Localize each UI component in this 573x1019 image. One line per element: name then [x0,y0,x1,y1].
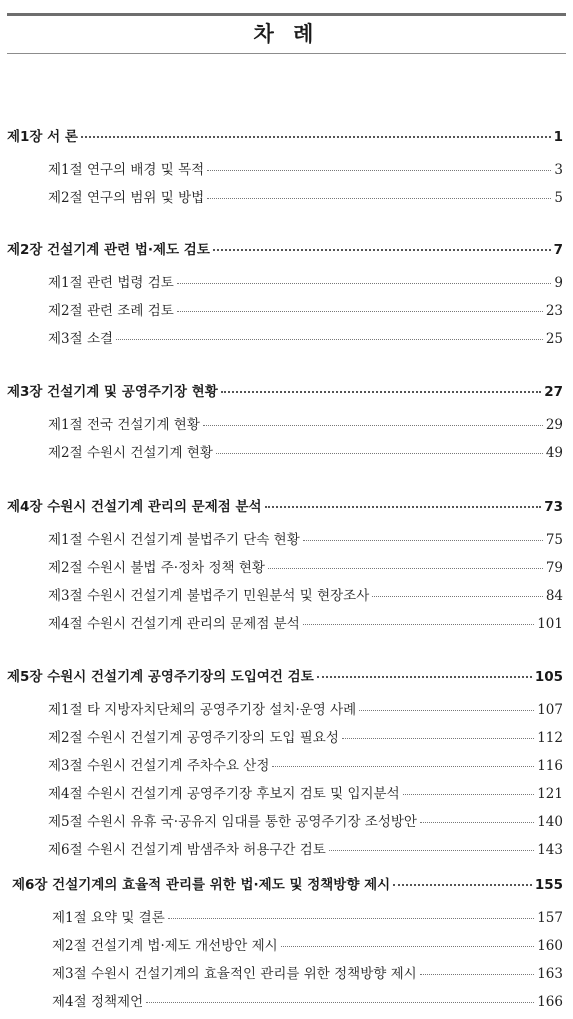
section-title: 제2절 수원시 건설기계 공영주기장의 도입 필요성 [48,730,339,746]
dot-leader [146,1002,534,1003]
chapter-entry[interactable] [7,665,563,685]
section-title: 제3절 소결 [48,331,114,347]
dot-leader [317,676,532,678]
page-number: 9 [554,275,563,291]
dot-leader [207,198,551,199]
section-entry[interactable] [48,186,563,206]
section-entry[interactable] [52,990,563,1010]
dot-leader [420,822,534,823]
page-number: 157 [537,910,563,926]
page-number: 79 [545,560,563,576]
section-title: 제3절 수원시 건설기계 불법주기 민원분석 및 현장조사 [48,588,370,604]
dot-leader [342,738,534,739]
top-rule [7,13,566,16]
page-number: 1 [553,129,563,145]
section-title: 제1절 타 지방자치단체의 공영주기장 설치·운영 사례 [48,702,357,718]
dot-leader [221,391,541,393]
dot-leader [281,946,535,947]
section-title: 제1절 연구의 배경 및 목적 [48,162,205,178]
page-number: 107 [537,702,563,718]
dot-leader [303,540,543,541]
dot-leader [207,170,551,171]
dot-leader [177,311,543,312]
chapter-title: 제5장 수원시 건설기계 공영주기장의 도입여건 검토 [7,669,314,685]
section-title: 제1절 수원시 건설기계 불법주기 단속 현황 [48,532,300,548]
page-title: 차 례 [253,22,320,46]
dot-leader [303,624,534,625]
section-title: 제2절 관련 조례 검토 [48,303,174,319]
dot-leader [420,974,535,975]
section-entry[interactable] [48,299,563,319]
page-number: 75 [545,532,563,548]
section-entry[interactable] [48,782,563,802]
section-entry[interactable] [48,810,563,830]
chapter-title: 제1장 서 론 [7,129,78,145]
page-number: 143 [537,842,563,858]
section-entry[interactable] [48,441,563,461]
page-number: 101 [537,616,563,632]
chapter-title: 제6장 건설기계의 효율적 관리를 위한 법·제도 및 정책방향 제시 [12,877,391,893]
dot-leader [359,710,534,711]
dot-leader [213,249,551,251]
section-entry[interactable] [48,327,563,347]
section-title: 제3절 수원시 건설기계의 효율적인 관리를 위한 정책방향 제시 [52,966,417,982]
page-number: 5 [554,190,563,206]
page-number: 25 [545,331,563,347]
page-number: 23 [545,303,563,319]
section-entry[interactable] [48,612,563,632]
section-title: 제2절 수원시 불법 주·정차 정책 현황 [48,560,265,576]
page-number: 73 [544,499,563,515]
page-number: 155 [534,877,563,893]
page-number: 7 [553,242,563,258]
section-entry[interactable] [52,934,563,954]
section-entry[interactable] [48,528,563,548]
section-title: 제4절 수원시 건설기계 공영주기장 후보지 검토 및 입지분석 [48,786,400,802]
section-entry[interactable] [48,158,563,178]
page-number: 3 [554,162,563,178]
dot-leader [216,453,543,454]
dot-leader [81,136,551,138]
dot-leader [372,596,543,597]
page-number: 140 [537,814,563,830]
page-number: 27 [544,384,563,400]
section-title: 제1절 요약 및 결론 [52,910,165,926]
section-entry[interactable] [48,584,563,604]
section-entry[interactable] [48,556,563,576]
section-title: 제4절 수원시 건설기계 관리의 문제점 분석 [48,616,300,632]
page-number: 49 [545,445,563,461]
title-rule [7,53,566,54]
page-number: 160 [537,938,563,954]
section-entry[interactable] [52,906,563,926]
dot-leader [177,283,552,284]
section-entry[interactable] [48,838,563,858]
chapter-entry[interactable] [7,238,563,258]
section-title: 제6절 수원시 건설기계 밤샘주차 허용구간 검토 [48,842,326,858]
page-number: 163 [537,966,563,982]
section-title: 제4절 정책제언 [52,994,144,1010]
page-number: 116 [537,758,563,774]
dot-leader [393,884,532,886]
page-number: 166 [537,994,563,1010]
chapter-entry[interactable] [7,125,563,145]
chapter-entry[interactable] [7,380,563,400]
section-entry[interactable] [48,726,563,746]
section-entry[interactable] [52,962,563,982]
dot-leader [203,425,543,426]
section-entry[interactable] [48,413,563,433]
page-number: 121 [537,786,563,802]
chapter-entry[interactable] [12,873,563,893]
dot-leader [272,766,534,767]
section-title: 제2절 연구의 범위 및 방법 [48,190,205,206]
section-title: 제5절 수원시 유휴 국·공유지 임대를 통한 공영주기장 조성방안 [48,814,417,830]
section-entry[interactable] [48,698,563,718]
dot-leader [403,794,535,795]
section-entry[interactable] [48,271,563,291]
section-title: 제2절 건설기계 법·제도 개선방안 제시 [52,938,278,954]
section-title: 제1절 관련 법령 검토 [48,275,174,291]
dot-leader [329,850,534,851]
dot-leader [168,918,534,919]
page-number: 112 [537,730,563,746]
section-title: 제2절 수원시 건설기계 현황 [48,445,213,461]
page-number: 84 [545,588,563,604]
chapter-entry[interactable] [7,495,563,515]
page-number: 105 [534,669,563,685]
chapter-title: 제3장 건설기계 및 공영주기장 현황 [7,384,218,400]
dot-leader [116,339,543,340]
section-entry[interactable] [48,754,563,774]
page-number: 29 [545,417,563,433]
chapter-title: 제2장 건설기계 관련 법·제도 검토 [7,242,210,258]
section-title: 제1절 전국 건설기계 현황 [48,417,200,433]
section-title: 제3절 수원시 건설기계 주차수요 산정 [48,758,270,774]
chapter-title: 제4장 수원시 건설기계 관리의 문제점 분석 [7,499,262,515]
dot-leader [265,506,542,508]
dot-leader [268,568,543,569]
